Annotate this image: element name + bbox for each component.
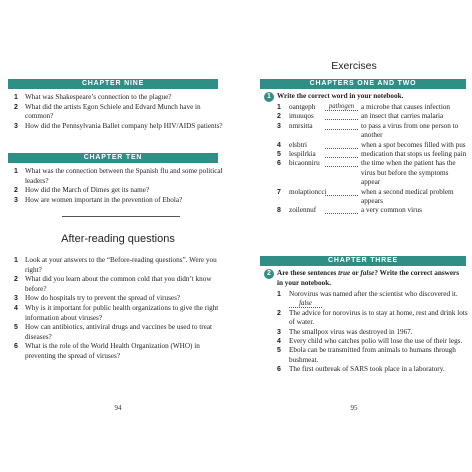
list-item: 2 imuuqos an insect that carries malaria — [277, 112, 444, 121]
true-false-list — [277, 290, 469, 375]
list-item: 6 bicaonniru the time when the patient has the virus but before the symptoms appear — [277, 159, 456, 187]
section-divider — [62, 216, 180, 217]
exercise-number-badge: 2 — [264, 269, 274, 279]
chapter-nine-questions — [14, 93, 224, 131]
list-item: 5 Ebola can be transmitted from animals to humans through bushmeat. — [277, 346, 456, 364]
list-item: 5 lespilrkia medication that stops us feeling pain — [277, 150, 467, 159]
after-reading-title: After-reading questions — [61, 233, 175, 245]
answer-blank — [325, 112, 358, 120]
list-item: 8 zoilennuf a very common virus — [277, 206, 422, 215]
chapter-three-banner: CHAPTER THREE — [260, 256, 466, 266]
exercise-number-badge: 1 — [264, 92, 274, 102]
answer-blank — [325, 159, 358, 167]
list-item: 2 How did the March of Dimes get its name? — [14, 186, 150, 195]
exercise-1-instruction: 1 Write the correct word in your notebook. — [264, 92, 464, 102]
page-number-right: 95 — [350, 404, 358, 412]
answer-blank — [325, 188, 358, 196]
list-item: 7 molaptioncci when a second medical problem appears — [277, 187, 454, 206]
answer-blank — [325, 141, 358, 149]
exercise-2-instruction: 2 Are these sentences true or false? Write the correct answers in your notebook. — [264, 269, 464, 288]
answer-blank — [325, 206, 358, 214]
list-item: 1 Look at your answers to the “Before-reading questions”. Were you right? — [14, 256, 217, 274]
list-item: 2 What did you learn about the common cold that you didn’t know before? — [14, 275, 212, 293]
list-item: 3 The smallpox virus was destroyed in 1967. — [277, 327, 413, 336]
chapters-one-two-banner: CHAPTERS ONE AND TWO — [260, 79, 466, 89]
list-item: 1 What was the connection between the Spanish flu and some political leaders? — [14, 167, 223, 185]
chapter-ten-questions — [14, 167, 224, 205]
list-item: 2 What did the artists Egon Schiele and Edvard Munch have in common? — [14, 102, 201, 121]
word-match-list — [277, 103, 467, 216]
list-item: 1 What was Shakespeare’s connection to the plague? — [14, 93, 172, 101]
list-item: 3 nmrsitta to pass a virus from one person to another — [277, 121, 459, 140]
list-item: 4 Every child who catches polio will lose the use of their legs. — [277, 337, 463, 346]
list-item: 6 The first outbreak of SARS took place in a laboratory. — [277, 365, 445, 374]
answer-blank: pathogen — [325, 103, 358, 111]
list-item: 4 Why is it important for public health organizations to give the right information about viruses? — [14, 303, 219, 322]
list-item: 4 elsbtri when a spot becomes filled with pus — [277, 140, 466, 149]
list-item: 2 The advice for norovirus is to stay at home, rest and drink lots of water. — [277, 308, 468, 327]
right-page — [236, 0, 472, 472]
chapter-ten-banner: CHAPTER TEN — [8, 153, 218, 163]
list-item: 5 How can antibiotics, antiviral drugs and vaccines be used to treat diseases? — [14, 323, 213, 341]
list-item: 6 What is the role of the World Health Organization (WHO) in preventing the spread of viruses? — [14, 342, 200, 360]
page-number-left: 94 — [114, 404, 122, 412]
answer-blank — [325, 122, 358, 130]
answer-blank — [325, 150, 358, 158]
list-item: 3 How do hospitals try to prevent the spread of viruses? — [14, 294, 181, 303]
after-reading-questions — [14, 256, 224, 362]
list-item: 1 Norovirus was named after the scientist who discovered it. false — [277, 290, 458, 308]
exercises-title: Exercises — [331, 60, 377, 72]
answer-blank: false — [289, 300, 322, 308]
list-item: 1 oantgeph pathogen a microbe that causes infection — [277, 103, 451, 111]
list-item: 3 How are women important in the prevention of Ebola? — [14, 195, 183, 204]
chapter-nine-banner: CHAPTER NINE — [8, 79, 218, 89]
list-item: 3 How did the Pennsylvania Ballet company help HIV/AIDS patients? — [14, 121, 223, 130]
